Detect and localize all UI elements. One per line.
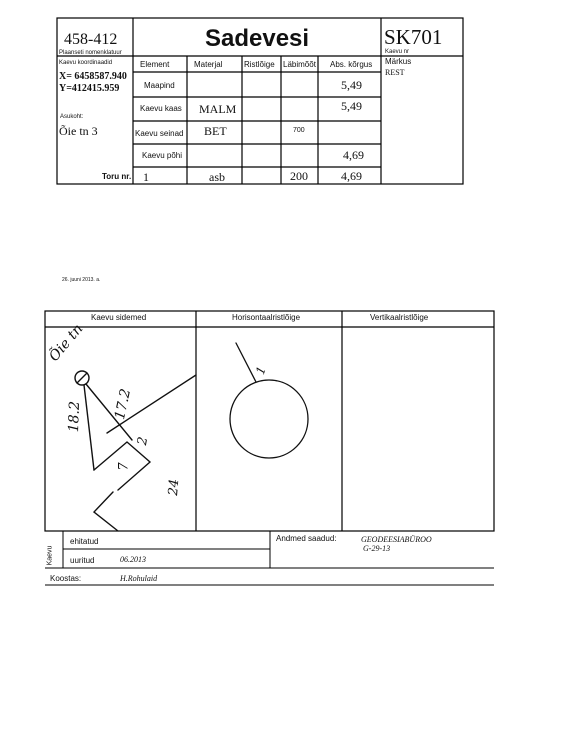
col-element: Element: [140, 60, 170, 69]
location-caption: Asukoht:: [60, 114, 84, 120]
handwritten-label-24: 24: [166, 478, 183, 497]
footer-side-label: Kaevu: [46, 545, 54, 566]
pipe-diameter: 200: [290, 169, 308, 183]
sheet-number: 458-412: [64, 31, 118, 48]
section-title-connections: Kaevu sidemed: [91, 313, 147, 322]
handwritten-distance-1: 18.2: [66, 400, 84, 433]
parcel-outline: [94, 492, 118, 531]
section-title-vertical: Vertikaalristlõige: [370, 313, 429, 322]
handwritten-building-label: 7: [116, 462, 132, 471]
row-material: BET: [204, 124, 227, 138]
document-title: Sadevesi: [205, 25, 310, 52]
row-diameter: 700: [293, 127, 305, 134]
coords-caption: Kaevu koordinaadid: [59, 60, 113, 66]
pipe-material: asb: [209, 170, 225, 184]
pipe-line: [236, 343, 256, 382]
pipe-elevation: 4,69: [341, 169, 362, 183]
date-line: 26. juuni 2013. a.: [62, 277, 101, 283]
sheet-number-caption: Plaanseti nomenklatuur: [59, 50, 122, 56]
handwritten-street: Õie tn: [46, 321, 87, 365]
row-element: Kaevu kaas: [140, 104, 182, 113]
well-plan-circle: [230, 380, 308, 458]
pipe-label: Toru nr.: [102, 172, 132, 181]
row-material: MALM: [199, 102, 237, 116]
col-elevation: Abs. kõrgus: [330, 60, 373, 69]
handwritten-label-2: 2: [135, 435, 152, 447]
row-elevation: 5,49: [341, 99, 362, 113]
handwritten-pipe-mark: 1: [253, 364, 269, 377]
col-diameter: Läbimõõt: [283, 60, 316, 69]
well-id: SK701: [384, 25, 443, 49]
notes-caption: Märkus: [385, 57, 412, 66]
y-coordinate: Y=412415.959: [59, 83, 120, 94]
row-element: Maapind: [144, 81, 175, 90]
well-id-caption: Kaevu nr: [385, 49, 410, 55]
x-coordinate: X= 6458587.940: [59, 71, 127, 82]
section-title-horizontal: Horisontaalristlõige: [232, 313, 301, 322]
pipe-number: 1: [143, 170, 149, 184]
site-sketch: [75, 371, 196, 531]
location-value: Õie tn 3: [59, 124, 98, 138]
distance-line-1: [84, 385, 94, 470]
compiled-value: H.Rohulaid: [120, 574, 158, 583]
row-element: Kaevu seinad: [135, 129, 184, 138]
data-from-label: Andmed saadud:: [276, 534, 337, 543]
data-from-value: GEODEESIABÜROO: [361, 535, 432, 544]
built-label: ehitatud: [70, 537, 99, 546]
surveyed-value: 06.2013: [120, 555, 146, 564]
col-material: Materjal: [194, 60, 223, 69]
row-elevation: 4,69: [343, 148, 364, 162]
compiled-label: Koostas:: [50, 574, 82, 583]
col-cross-section: Ristlõige: [244, 60, 275, 69]
notes-value: REST: [385, 68, 405, 77]
data-from-code: G-29-13: [363, 544, 391, 553]
row-element: Kaevu põhi: [142, 151, 183, 160]
row-elevation: 5,49: [341, 78, 362, 92]
handwritten-distance-2: 17.2: [112, 387, 135, 422]
surveyed-label: uuritud: [70, 556, 95, 565]
